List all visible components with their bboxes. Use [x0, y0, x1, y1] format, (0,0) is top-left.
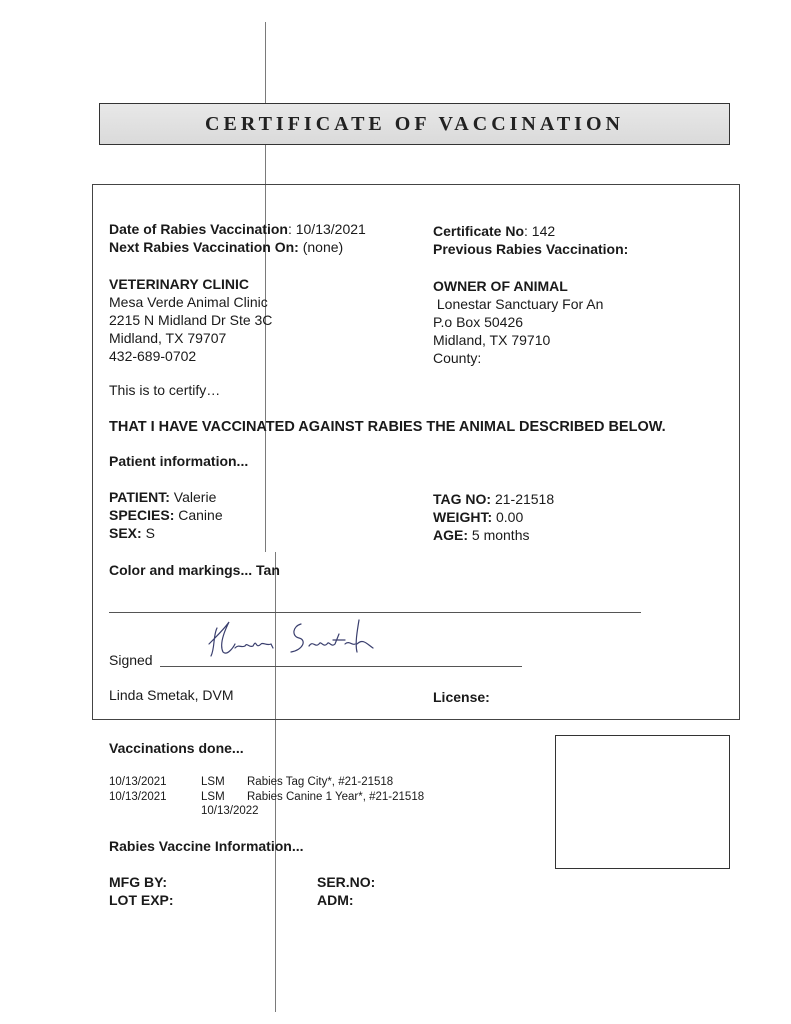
certificate-title-box — [99, 103, 730, 145]
lot-exp-label: LOT EXP: — [109, 892, 174, 908]
vaccine-info-left — [109, 873, 174, 909]
owner-block — [433, 277, 603, 367]
vaccination-date: 10/13/2021 — [109, 776, 167, 788]
rabies-date-line — [109, 220, 366, 238]
weight-line — [433, 508, 554, 526]
stamp-box — [555, 735, 730, 869]
color-markings-value: Tan — [252, 562, 280, 578]
patient-name-label: PATIENT: — [109, 489, 170, 505]
rabies-date-label: Date of Rabies Vaccination — [109, 221, 288, 237]
next-vaccination-line — [109, 238, 343, 256]
species-label: SPECIES: — [109, 507, 175, 523]
vaccination-row — [109, 790, 424, 818]
color-markings-line — [109, 561, 280, 579]
certificate-title: CERTIFICATE OF VACCINATION — [205, 112, 624, 135]
sex-value: S — [141, 525, 155, 541]
vaccination-row — [109, 775, 393, 789]
signer-name: Linda Smetak, DVM — [109, 687, 234, 703]
patient-left-block — [109, 488, 223, 542]
certificate-number-value: : 142 — [524, 223, 556, 239]
owner-address: P.o Box 50426 — [433, 314, 524, 330]
certificate-number-label: Certificate No — [433, 223, 525, 239]
age-value: 5 months — [468, 527, 530, 543]
weight-value: 0.00 — [492, 509, 524, 525]
vaccination-by: LSM — [201, 776, 225, 788]
patient-info-heading: Patient information... — [109, 453, 249, 469]
vaccination-desc: Rabies Canine 1 Year*, #21-21518 — [247, 791, 425, 803]
handwritten-signature — [205, 614, 405, 664]
certify-text: This is to certify… — [109, 382, 221, 398]
weight-label: WEIGHT: — [433, 509, 493, 525]
tag-line — [433, 490, 554, 508]
tag-value: 21-21518 — [491, 491, 555, 507]
signature-line — [160, 666, 522, 667]
owner-county: County: — [433, 350, 482, 366]
clinic-city: Midland, TX 79707 — [109, 330, 227, 346]
patient-right-block — [433, 490, 554, 544]
species-line — [109, 506, 223, 524]
clinic-address: 2215 N Midland Dr Ste 3C — [109, 312, 273, 328]
age-line — [433, 526, 554, 544]
clinic-phone: 432-689-0702 — [109, 348, 197, 364]
age-label: AGE: — [433, 527, 468, 543]
color-markings-label: Color and markings... — [109, 562, 253, 578]
signed-label: Signed — [109, 652, 153, 668]
previous-vaccination-label: Previous Rabies Vaccination: — [433, 241, 629, 257]
clinic-name: Mesa Verde Animal Clinic — [109, 294, 268, 310]
vaccine-info-heading: Rabies Vaccine Information... — [109, 838, 304, 854]
vaccination-by: LSM — [201, 791, 225, 803]
owner-heading: OWNER OF ANIMAL — [433, 278, 568, 294]
vaccination-due: 10/13/2022 — [201, 805, 259, 817]
patient-name-value: Valerie — [169, 489, 217, 505]
owner-name: Lonestar Sanctuary For An — [433, 296, 604, 312]
vaccine-info-right — [317, 873, 375, 909]
certificate-number-line — [433, 222, 555, 240]
sex-label: SEX: — [109, 525, 142, 541]
species-value: Canine — [174, 507, 223, 523]
license-label: License: — [433, 689, 490, 705]
clinic-block — [109, 275, 272, 365]
next-vaccination-value: (none) — [298, 239, 344, 255]
markings-rule — [109, 612, 641, 613]
tag-label: TAG NO: — [433, 491, 492, 507]
rabies-date-value: : 10/13/2021 — [287, 221, 366, 237]
ser-no-label: SER.NO: — [317, 874, 376, 890]
vaccination-desc: Rabies Tag City*, #21-21518 — [247, 776, 394, 788]
adm-label: ADM: — [317, 892, 354, 908]
sex-line — [109, 524, 223, 542]
vaccination-statement: THAT I HAVE VACCINATED AGAINST RABIES THE ANIMAL DESCRIBED BELOW. — [109, 419, 666, 435]
owner-city: Midland, TX 79710 — [433, 332, 551, 348]
clinic-heading: VETERINARY CLINIC — [109, 276, 250, 292]
next-vaccination-label: Next Rabies Vaccination On: — [109, 239, 299, 255]
vaccinations-heading: Vaccinations done... — [109, 740, 244, 756]
vaccination-date: 10/13/2021 — [109, 791, 167, 803]
patient-name-line — [109, 488, 223, 506]
mfg-label: MFG BY: — [109, 874, 168, 890]
